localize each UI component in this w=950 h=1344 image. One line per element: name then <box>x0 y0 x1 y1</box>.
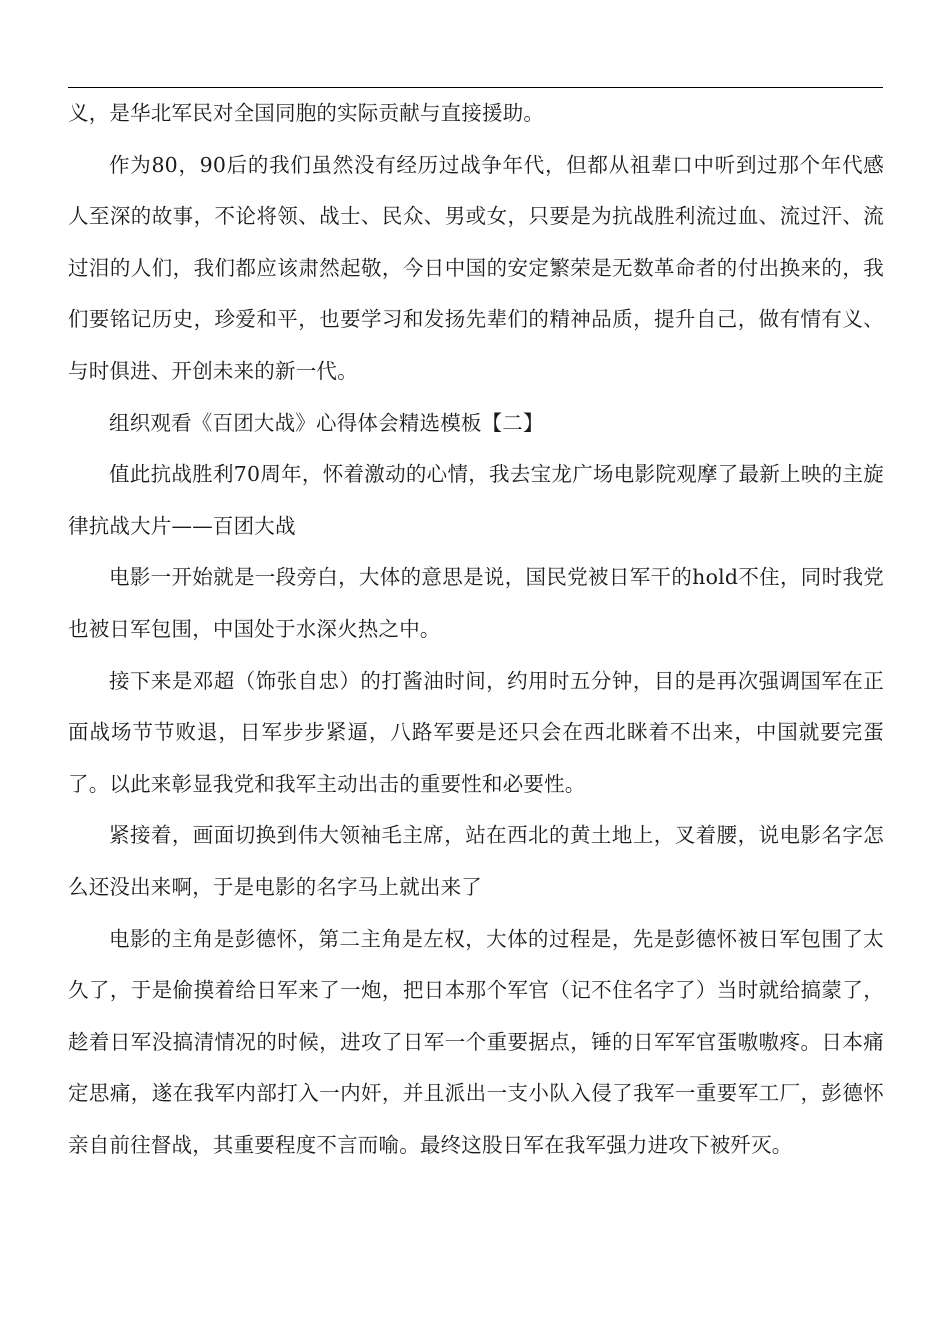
paragraph-opening: 电影一开始就是一段旁白，大体的意思是说，国民党被日军干的hold不住，同时我党也被日军包围，中国处于水深火热之中。 <box>68 565 884 641</box>
paragraph-dengchao: 接下来是邓超（饰张自忠）的打酱油时间，约用时五分钟，目的是再次强调国军在正面战场节节败退，日军步步紧逼，八路军要是还只会在西北眯着不出来，中国就要完蛋了。以此来彰显我党和我军主动出击的重要性和必要性。 <box>68 668 884 796</box>
paragraph-intro: 值此抗战胜利70周年，怀着激动的心情，我去宝龙广场电影院观摩了最新上映的主旋律抗战大片——百团大战 <box>68 462 884 538</box>
paragraph-chairman: 紧接着，画面切换到伟大领袖毛主席，站在西北的黄土地上，叉着腰，说电影名字怎么还没出来啊，于是电影的名字马上就出来了 <box>68 823 884 899</box>
document-body <box>68 88 884 1171</box>
section-heading: 组织观看《百团大战》心得体会精选模板【二】 <box>109 410 544 435</box>
paragraph-continuation: 义，是华北军民对全国同胞的实际贡献与直接援助。 <box>68 101 545 125</box>
paragraph-plot: 电影的主角是彭德怀，第二主角是左权，大体的过程是，先是彭德怀被日军包围了太久了，于是偷摸着给日军来了一炮，把日本那个军官（记不住名字了）当时就给搞蒙了，趁着日军没搞清情况的时候，进攻了日军一个重要据点，锤的日军军官蛋嗷嗷疼。日本痛定思痛，遂在我军内部打入一内奸，并且派出一支小队入侵了我军一重要军工厂，彭德怀亲自前往督战，其重要程度不言而喻。最终这股日军在我军强力进攻下被歼灭。 <box>68 926 884 1157</box>
paragraph-reflection: 作为80，90后的我们虽然没有经历过战争年代，但都从祖辈口中听到过那个年代感人至深的故事，不论将领、战士、民众、男或女，只要是为抗战胜利流过血、流过汗、流过泪的人们，我们都应该肃然起敬，今日中国的安定繁荣是无数革命者的付出换来的，我们要铭记历史，珍爱和平，也要学习和发扬先辈们的精神品质，提升自己，做有情有义、与时俱进、开创未来的新一代。 <box>68 152 884 383</box>
